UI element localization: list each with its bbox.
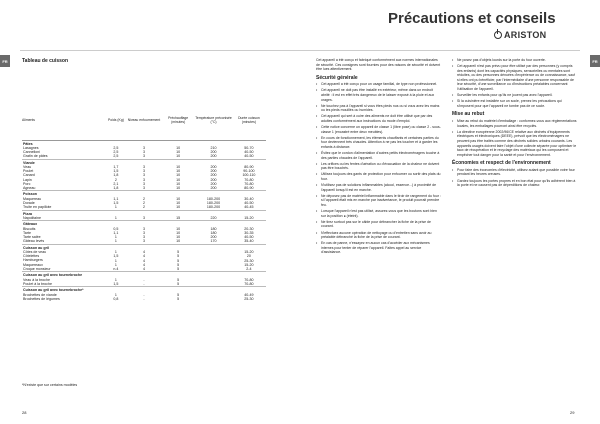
cell-value: 3 [142,154,145,159]
table-header-cell: Aliments [22,100,105,140]
list-item: • Ne touchez pas à l'appareil si vous êtes pieds nus ou si vous avez les mains ou les pieds mouillés ou humides. [316,104,442,113]
cell-value: Agneau [23,185,36,190]
cell-value: 3 [142,150,145,155]
cell-value: 5 [177,262,180,267]
cell-value: 15-20 [244,216,254,221]
cell-value: - [143,282,145,287]
table-group-row [22,159,266,191]
cell-value: 5 [177,282,180,287]
cell-value: 2 [142,196,145,201]
table-cell [105,140,127,159]
section-heading-safety: Sécurité générale [316,74,358,81]
cell-value: 3 [142,145,145,150]
cell-value: 200 [210,173,217,178]
cell-value: 3 [142,173,145,178]
cell-value: 40-49 [244,292,254,297]
list-item: • Cet appareil a été conçu pour un usage familial, de type non professionnel. [316,82,442,87]
table-cell [161,159,195,191]
cell-value: 1,1 [113,196,119,201]
cell-value: 4 [142,262,145,267]
cell-value: 200 [210,181,217,186]
cell-value: - [143,292,145,297]
cell-value: 3 [142,235,145,240]
cell-value: 200 [210,235,217,240]
cell-value: 4 [142,258,145,263]
list-item: • Utilisez toujours des gants de protection pour enfourner ou sortir des plats du four. [316,172,442,181]
cell-value: 1,8 [113,186,119,191]
cell-value: Croque monsieur [23,266,51,271]
cell-value: Poulet à la broche [23,281,52,286]
cell-value: Côtes de veau [23,250,47,255]
cell-value: 35-40 [244,239,254,244]
cell-value: n.4 [113,267,119,272]
text-column-1 [316,58,442,256]
cell-value: 40-50 [244,154,254,159]
cell-value: 2,5 [113,154,119,159]
cell-value: 1,1 [113,231,119,236]
cell-value: 4 [142,267,145,272]
cell-value: 200 [210,177,217,182]
page-number-right: 29 [570,410,575,415]
cell-value: 3 [142,226,145,231]
table-header-cell: Durée cuisson (minutes) [232,100,266,140]
table-cell [232,191,266,210]
list-item: • Cet appareil n'est pas prévu pour être utilisé par des personnes (y compris des enfants) dont les capacités physiques, sensorielles ou mentales sont réduites, ou des personnes dénuées d'expérience ou de connaissance, sauf si elles ont pu bénéficier, par l'intermédiaire d'une personne responsable de leur sécurité, d'une surveillance ou d'instructions préalables concernant l'utilisation de l'appareil. [452,64,578,92]
list-item: • Mise au rebut du matériel d'emballage : conformez-vous aux réglementations locales, les emballages pourront ainsi être recyclés. [452,119,578,128]
header-divider [20,50,580,51]
cell-value: 1,8 [113,173,119,178]
table-header-cell: Niveau enfournement [127,100,161,140]
table-cell [22,191,105,210]
cell-value: 200 [210,150,217,155]
cell-value: 200 [210,154,217,159]
table-cell [22,159,105,191]
cell-value: 5 [177,267,180,272]
list-item: • Cette notice concerne un appareil de classe 1 (libre pose) ou classe 2 - sous-classe 1 (encastré entre deux meubles). [316,125,442,134]
group-name: Pizza [23,211,32,216]
table-cell [22,210,105,221]
list-item: • Les orifices ou les fentes d'aération ou d'évacuation de la chaleur ne doivent pas être bouchés. [316,162,442,171]
cell-value: - [143,277,145,282]
table-cell [22,221,105,244]
cell-value: 1 [114,292,117,297]
page-number-left: 28 [22,410,27,415]
cell-value: Napolitaine [23,215,41,220]
brand-logo [494,30,546,40]
cell-value: 1,5 [113,201,119,206]
table-group-row [22,287,266,301]
cell-value: 5 [177,292,180,297]
table-cell [127,191,161,210]
safety-list [316,82,442,255]
cell-value: Maquereaux [23,262,43,267]
cell-value: 1,5 [113,169,119,174]
table-cell [22,272,105,287]
group-name: Poisson [23,192,37,197]
cell-value: 3 [142,181,145,186]
table-cell [195,244,232,272]
cell-value: 10 [176,239,181,244]
table-cell [195,221,232,244]
cell-value: 180-200 [206,205,221,210]
list-item: • Cet appareil qui sert à cuire des aliments ne doit être utilisé que par des adultes conformément aux instructions du mode d'emploi. [316,114,442,123]
table-cell [161,287,195,301]
table-cell [127,221,161,244]
cell-value: Veau à la broche [23,277,50,282]
cell-value: 5 [177,297,180,302]
cell-value: 10 [176,205,181,210]
text-column-2 [452,58,578,189]
cell-value: 200 [210,165,217,170]
cell-value: 1 [114,205,117,210]
table-cell [195,287,232,301]
table-cell [127,244,161,272]
table-cell [105,159,127,191]
cell-value: 10 [176,235,181,240]
group-name: Viande [23,160,35,165]
cell-value: 1,5 [113,254,119,259]
list-item: • Ne déposez pas de matériel inflammable dans le tiroir de rangement du four : si l'appareil était mis en marche par inadvertance, le produit pourrait prendre feu. [316,194,442,208]
table-cell [161,244,195,272]
cooking-table [22,100,266,301]
table-cell [195,272,232,287]
cell-value: 30-40 [244,196,254,201]
table-cell [127,159,161,191]
cell-value: 1 [114,239,117,244]
cell-value: 10 [176,169,181,174]
cell-value: 5 [177,254,180,259]
cell-value: 2,1 [113,181,119,186]
group-name: Cuisson au gril [23,245,49,250]
table-cell [232,159,266,191]
table-footnote: *N'existe que sur certains modèles [22,383,78,387]
table-cell [161,210,195,221]
table-cell [105,244,127,272]
cell-value: 1 [114,277,117,282]
list-item: • Évitez que le cordon d'alimentation d'autres petits électroménagers touche à des parties chaudes de l'appareil. [316,151,442,160]
cell-value: 40-45 [244,205,254,210]
table-header-row [22,100,266,140]
list-item: • Ne posez pas d'objets lourds sur la porte du four ouverte. [452,58,578,63]
cell-value: Gratin de pâtes [23,154,48,159]
cell-value: Porc [23,181,31,186]
cell-value: 10 [176,173,181,178]
cell-value: 20-30 [244,226,254,231]
cell-value: Tarte [23,230,31,235]
table-cell [195,191,232,210]
cell-value: 10 [176,226,181,231]
cell-value: 3 [142,169,145,174]
table-cell [22,140,105,159]
cell-value: - [143,297,145,302]
cell-value: 10 [176,181,181,186]
list-item: • Cet appareil ne doit pas être installé en extérieur, même dans un endroit abrité : il est en effet très dangereux de le laisser exposé à la pluie et aux orages. [316,88,442,102]
cell-value: 2,5 [113,145,119,150]
cell-value: 70-80 [244,177,254,182]
cell-value: 25-30 [244,258,254,263]
cell-value: 200 [210,169,217,174]
cell-value: Brochettes de viande [23,292,57,297]
cell-value: Poulet [23,169,34,174]
group-name: Pâtes [23,141,33,146]
cell-value: 1,7 [113,165,119,170]
group-name: Cuisson au gril avec tournebroche* [23,288,84,293]
environment-list [452,168,578,188]
cell-value: 40-50 [244,201,254,206]
cell-value: 0,5 [113,226,119,231]
cell-value: Veau [23,164,32,169]
cell-value: Cannelloni [23,149,40,154]
table-cell [105,287,127,301]
cell-value: 2 [142,205,145,210]
language-tab-left: FR [0,55,10,67]
cell-value: 4 [142,250,145,255]
list-item: • Surveiller les enfants pour qu'ils ne jouent pas avec l'appareil. [452,93,578,98]
cell-value: 180 [210,226,217,231]
cell-value: 2 [114,177,117,182]
cell-value: 2,5 [113,150,119,155]
page-title: Précautions et conseils [388,10,556,27]
table-group-row [22,221,266,244]
table-group-row [22,244,266,272]
table-header-cell: Température préconisée (°C) [195,100,232,140]
table-group-row [22,191,266,210]
cell-value: 3 [142,186,145,191]
table-cell [127,287,161,301]
cell-value: 180-200 [206,196,221,201]
list-item: • Lorsque l'appareil n'est pas utilisé, assurez-vous que les boutons sont bien sur la position ● (éteint). [316,209,442,218]
cell-value: Canard [23,173,35,178]
cell-value: 15-20 [244,250,254,255]
intro-paragraph: Cet appareil a été conçu et fabriqué conformément aux normes internationales de sécurité. Ces consignes sont fournies pour des raisons de sécurité et doivent être lues attentivement. [316,58,441,72]
table-cell [232,221,266,244]
cell-value: 220 [210,216,217,221]
cell-value: 10 [176,154,181,159]
ariston-logo-icon [494,31,502,39]
table-group-row [22,140,266,159]
list-item: • Pour faire des économies d'électricité, utilisez autant que possible votre four pendant les heures creuses. [452,168,578,177]
cell-value: 170 [210,239,217,244]
cell-value: 1 [114,258,117,263]
table-cell [22,287,105,301]
cell-value: 10 [176,196,181,201]
cell-value: 3 [142,216,145,221]
table-cell [127,140,161,159]
cell-value: 10 [176,201,181,206]
cell-value: 10 [176,145,181,150]
cell-value: Côtelettes [23,254,40,259]
list-item: • En cas de panne, n'essayez en aucun cas d'accéder aux mécanismes internes pour tenter de réparer l'appareil. Faites appel au service d'assistance. [316,241,442,255]
cell-value: 0,8 [113,297,119,302]
cell-value: Lapin [23,177,32,182]
cell-value: 200 [210,186,217,191]
cell-value: 10 [176,186,181,191]
cell-value: Biscuits [23,226,36,231]
list-item: • Ne tirez surtout pas sur le câble pour débrancher la fiche de la prise de courant. [316,220,442,229]
cell-value: Maquereau [23,196,42,201]
cell-value: 4 [142,254,145,259]
cell-value: Lasagnes [23,145,39,150]
table-cell [105,210,127,221]
cell-value: 3 [142,231,145,236]
list-item: • Si la cuisinière est installée sur un socle, prenez les précautions qui s'imposent pour que l'appareil ne tombe pas de ce socle. [452,99,578,108]
list-item: • N'effectuez aucune opération de nettoyage ou d'entretien sans avoir au préalable débranché la fiche de la prise de courant. [316,231,442,240]
cell-value: Hamburgers [23,258,43,263]
cell-value: 2-4 [246,267,252,272]
table-cell [232,140,266,159]
cooking-table-title: Tableau de cuisson [22,58,69,64]
cell-value: 100-110 [242,173,256,178]
list-item: • En cours de fonctionnement, les éléments chauffants et certaines parties du four deviennent très chaudes. Attention à ne pas les toucher et à garder les enfants à distance. [316,136,442,150]
table-cell [161,272,195,287]
cell-value: 70-80 [244,282,254,287]
cell-value: 1 [114,235,117,240]
cell-value: 90-100 [243,169,255,174]
cell-value: 10 [176,231,181,236]
group-name: Cuisson au gril avec tournebroche [23,273,83,278]
cell-value: Dorade [23,200,35,205]
cell-value: 3 [142,165,145,170]
table-cell [232,210,266,221]
list-item: • Gardez toujours les portes propres et en bon état pour qu'ils adhèrent bien à la porte et ne causent pas de déperditions de chaleur. [452,179,578,188]
section-heading-environment: Économies et respect de l'environnement [452,160,551,167]
safety-list-continued [452,58,578,108]
cell-value: 80-90 [244,186,254,191]
cell-value: 3 [142,177,145,182]
cell-value: 40-50 [244,150,254,155]
table-cell [195,210,232,221]
table-cell [105,272,127,287]
cell-value: 10 [176,150,181,155]
cell-value: 180-200 [206,201,221,206]
cell-value: 3 [142,239,145,244]
cell-value: 10 [176,177,181,182]
cell-value: 1,5 [113,282,119,287]
cell-value: 40-50 [244,235,254,240]
table-header-cell: Poids (Kg) [105,100,127,140]
cell-value: 30-35 [244,231,254,236]
cell-value: 5 [177,277,180,282]
cell-value: Gâteau levés [23,239,45,244]
disposal-list [452,119,578,157]
cell-value: 80-90 [244,165,254,170]
list-item: • N'utilisez pas de solutions inflammables (alcool, essence...) à proximité de l'appareil lorsqu'il est en marche. [316,183,442,192]
cell-value: 180 [210,231,217,236]
language-tab-right: FR [590,55,600,67]
cell-value: 70-80 [244,277,254,282]
cell-value: 50-70 [244,145,254,150]
cell-value: 1 [114,262,117,267]
cell-value: Truite en papillote [23,205,52,210]
table-cell [195,159,232,191]
table-cell [105,221,127,244]
cell-value: Brochettes de légumes [23,296,60,301]
table-cell [232,244,266,272]
cell-value: Tarte salée [23,235,41,240]
table-cell [161,221,195,244]
table-cell [232,272,266,287]
cell-value: 210 [210,145,217,150]
table-cell [195,140,232,159]
table-group-row [22,272,266,287]
table-cell [127,210,161,221]
cell-value: 1 [114,216,117,221]
table-cell [127,272,161,287]
cell-value: 5 [177,258,180,263]
cell-value: 25-30 [244,297,254,302]
cell-value: 10 [176,165,181,170]
section-heading-disposal: Mise au rebut [452,111,485,118]
table-cell [161,191,195,210]
table-header-cell: Préchauffage (minutes) [161,100,195,140]
table-cell [161,140,195,159]
cell-value: 15 [176,216,181,221]
cell-value: 15-20 [244,262,254,267]
cell-value: 70-80 [244,181,254,186]
cell-value: 2 [142,201,145,206]
cell-value: 20 [246,254,251,259]
list-item: • La directive européenne 2002/96/CE relative aux déchets d'équipements électriques et électroniques (DEEE), prévoit que les électroménagers ne peuvent pas être traités comme des déchets solides urbains courants. Les appareils usagés doivent faire l'objet d'une collecte séparée pour optimiser le taux de récupération et le recyclage des matériaux qui les composent et empêcher tout danger pour la santé et pour l'environnement. [452,130,578,158]
table-group-row [22,210,266,221]
cell-value: 1 [114,250,117,255]
table-cell [105,191,127,210]
cell-value: 5 [177,250,180,255]
table-cell [232,287,266,301]
table-cell [22,244,105,272]
group-name: Gâteaux [23,222,38,227]
brand-name: ARISTON [504,30,547,40]
